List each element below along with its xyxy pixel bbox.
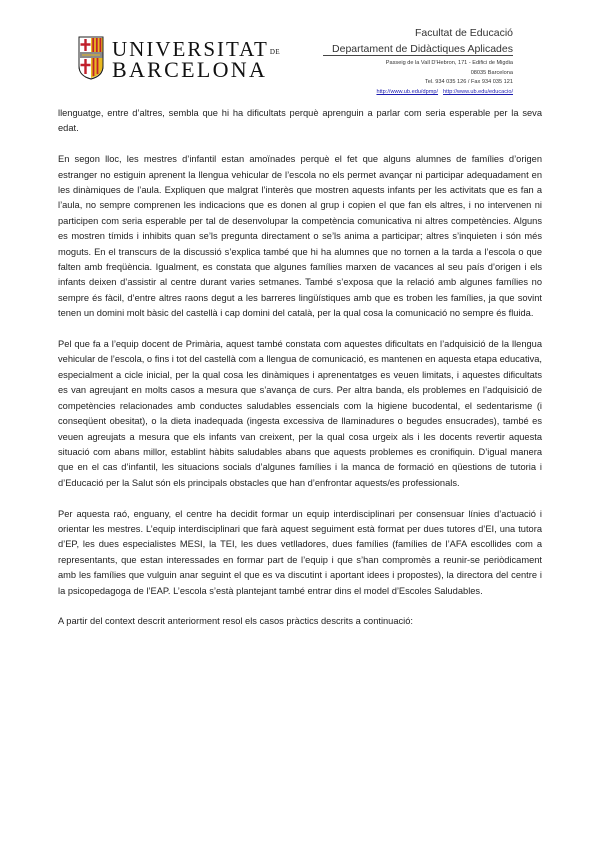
university-de-text: DE [269, 48, 281, 56]
university-name-text: UNIVERSITAT [112, 37, 269, 61]
letterhead [0, 0, 600, 100]
phone-fax: Tel. 934 035 126 / Fax 934 035 121 [424, 79, 513, 86]
header-divider [323, 55, 513, 56]
department-block [213, 26, 513, 56]
document-body [58, 106, 542, 645]
department-name: Departament de Didàctiques Aplicades [332, 43, 513, 55]
paragraph-equip: Per aquesta raó, enguany, el centre ha decidit formar un equip interdisciplinari per consensuar línies d’actuació i orientar les mestres. L’equip interdisciplinari que farà aquest seguiment està format per dues tutores d’EI, una tutora d’EP, les dues especialistes MESI, la TEI, les dues vetlladores, dues famílies (famílies de l’AFA escollides com a representants, que estan interessades en formar part de l’equip i que s’han compromès a reunir-se periòdicament amb les famílies que vulguin anar seguint el que es va discutint i aportant idees i propostes), la directora del centre i la psicopedagoga de l’EAP. L’escola s’està plantejant també entrar dins el model d’Escoles Saludables. [58, 508, 542, 596]
university-shield-icon [78, 36, 104, 80]
address-city: 08035 Barcelona [470, 69, 513, 76]
dpmp-link[interactable]: http://www.ub.edu/dpmp/ [376, 88, 439, 95]
paragraph-instruction: A partir del context descrit anteriorment resol els casos pràctics descrits a continuació: [58, 616, 413, 627]
educacio-link[interactable]: http://www.ub.edu/educacio/ [443, 88, 513, 95]
paragraph-primaria: Pel que fa a l’equip docent de Primària, aquest també constata com aquestes dificultats en l’adquisició de la llengua vehicular de l’escola, o fins i tot del castellà com a llengua de comunicació, es mantenen en aquesta etapa educativa, especialment a cicle inicial, per la qual cosa les dinàmiques i aprenentatges es veuen limitats, i aquestes dificultats es van agreujant en molts casos a mesura que s’avança de curs. Per altra banda, els problemes en l’adquisició de competències relacionades amb conductes saludables essencials com la higiene bucodental, el sedentarisme (i conseqüent obesitat), o la dieta inadequada (ingesta excessiva de llaminadures o begudes ensucrades), també es veuen agreujats a mesura que els infants van creixent, per la qual cosa urgeix als i les docents revertir aquesta situació com abans millor, establint hàbits saludables abans que aquests problemes es cronifiquin. D’igual manera que en el cas d’infantil, les situacions socials d’algunes famílies i la manca de formació en qüestions de tutoria i d’Educació per la Salut són els principals obstacles que han d’enfrontar aquests/es professionals. [58, 339, 542, 488]
paragraph-continuation: llenguatge, entre d’altres, sembla que hi ha dificultats perquè aprenguin a parlar com seria esperable per la seva edat. [58, 108, 542, 134]
address-street: Passeig de la Vall D'Hebron, 171 - Edifici de Migdia [385, 60, 513, 66]
university-city: BARCELONA [112, 57, 268, 82]
faculty-name: Facultat de Educació [414, 27, 513, 39]
paragraph-infantil: En segon lloc, les mestres d’infantil estan amoïnades perquè el fet que alguns alumnes de famílies d’origen estranger no estiguin aprenent la llengua vehicular de l’escola no els permet avançar ni participar adequadament en les dinàmiques de l’aula. Expliquen que malgrat l’interès que mostren aquests infants per les activitats que es fan a l’aula, no sempre comprenen les indicacions que es donen al grup i copien el que fan els altres, i no intervenen ni participen com seria esperable per tal de desenvolupar la competència comunicativa ni altres competències. Alguns es mostren tímids i inhibits quan se’ls pregunta directament o se’ls anima a participar; altres s’inquieten i són més moguts. En el transcurs de la discussió s’explica també que hi ha alumnes que no tornen a la tarda a l’escola o que falten amb freqüència. Igualment, es constata que algunes famílies marxen de vacances al seu país d’origen i els infants deixen d’assistir al centre durant varies setmanes. També s’exposa que la relació amb algunes famílies no sempre és fàcil, d’entre altres raons degut a les barreres lingüístiques amb que es troben les famílies, ja que sovint tenen un domini molt bàsic del castellà i cap domini del català, per la qual cosa la comunicació no sempre és fluida. [58, 154, 542, 319]
address-block [213, 59, 513, 97]
header-links [213, 88, 513, 98]
